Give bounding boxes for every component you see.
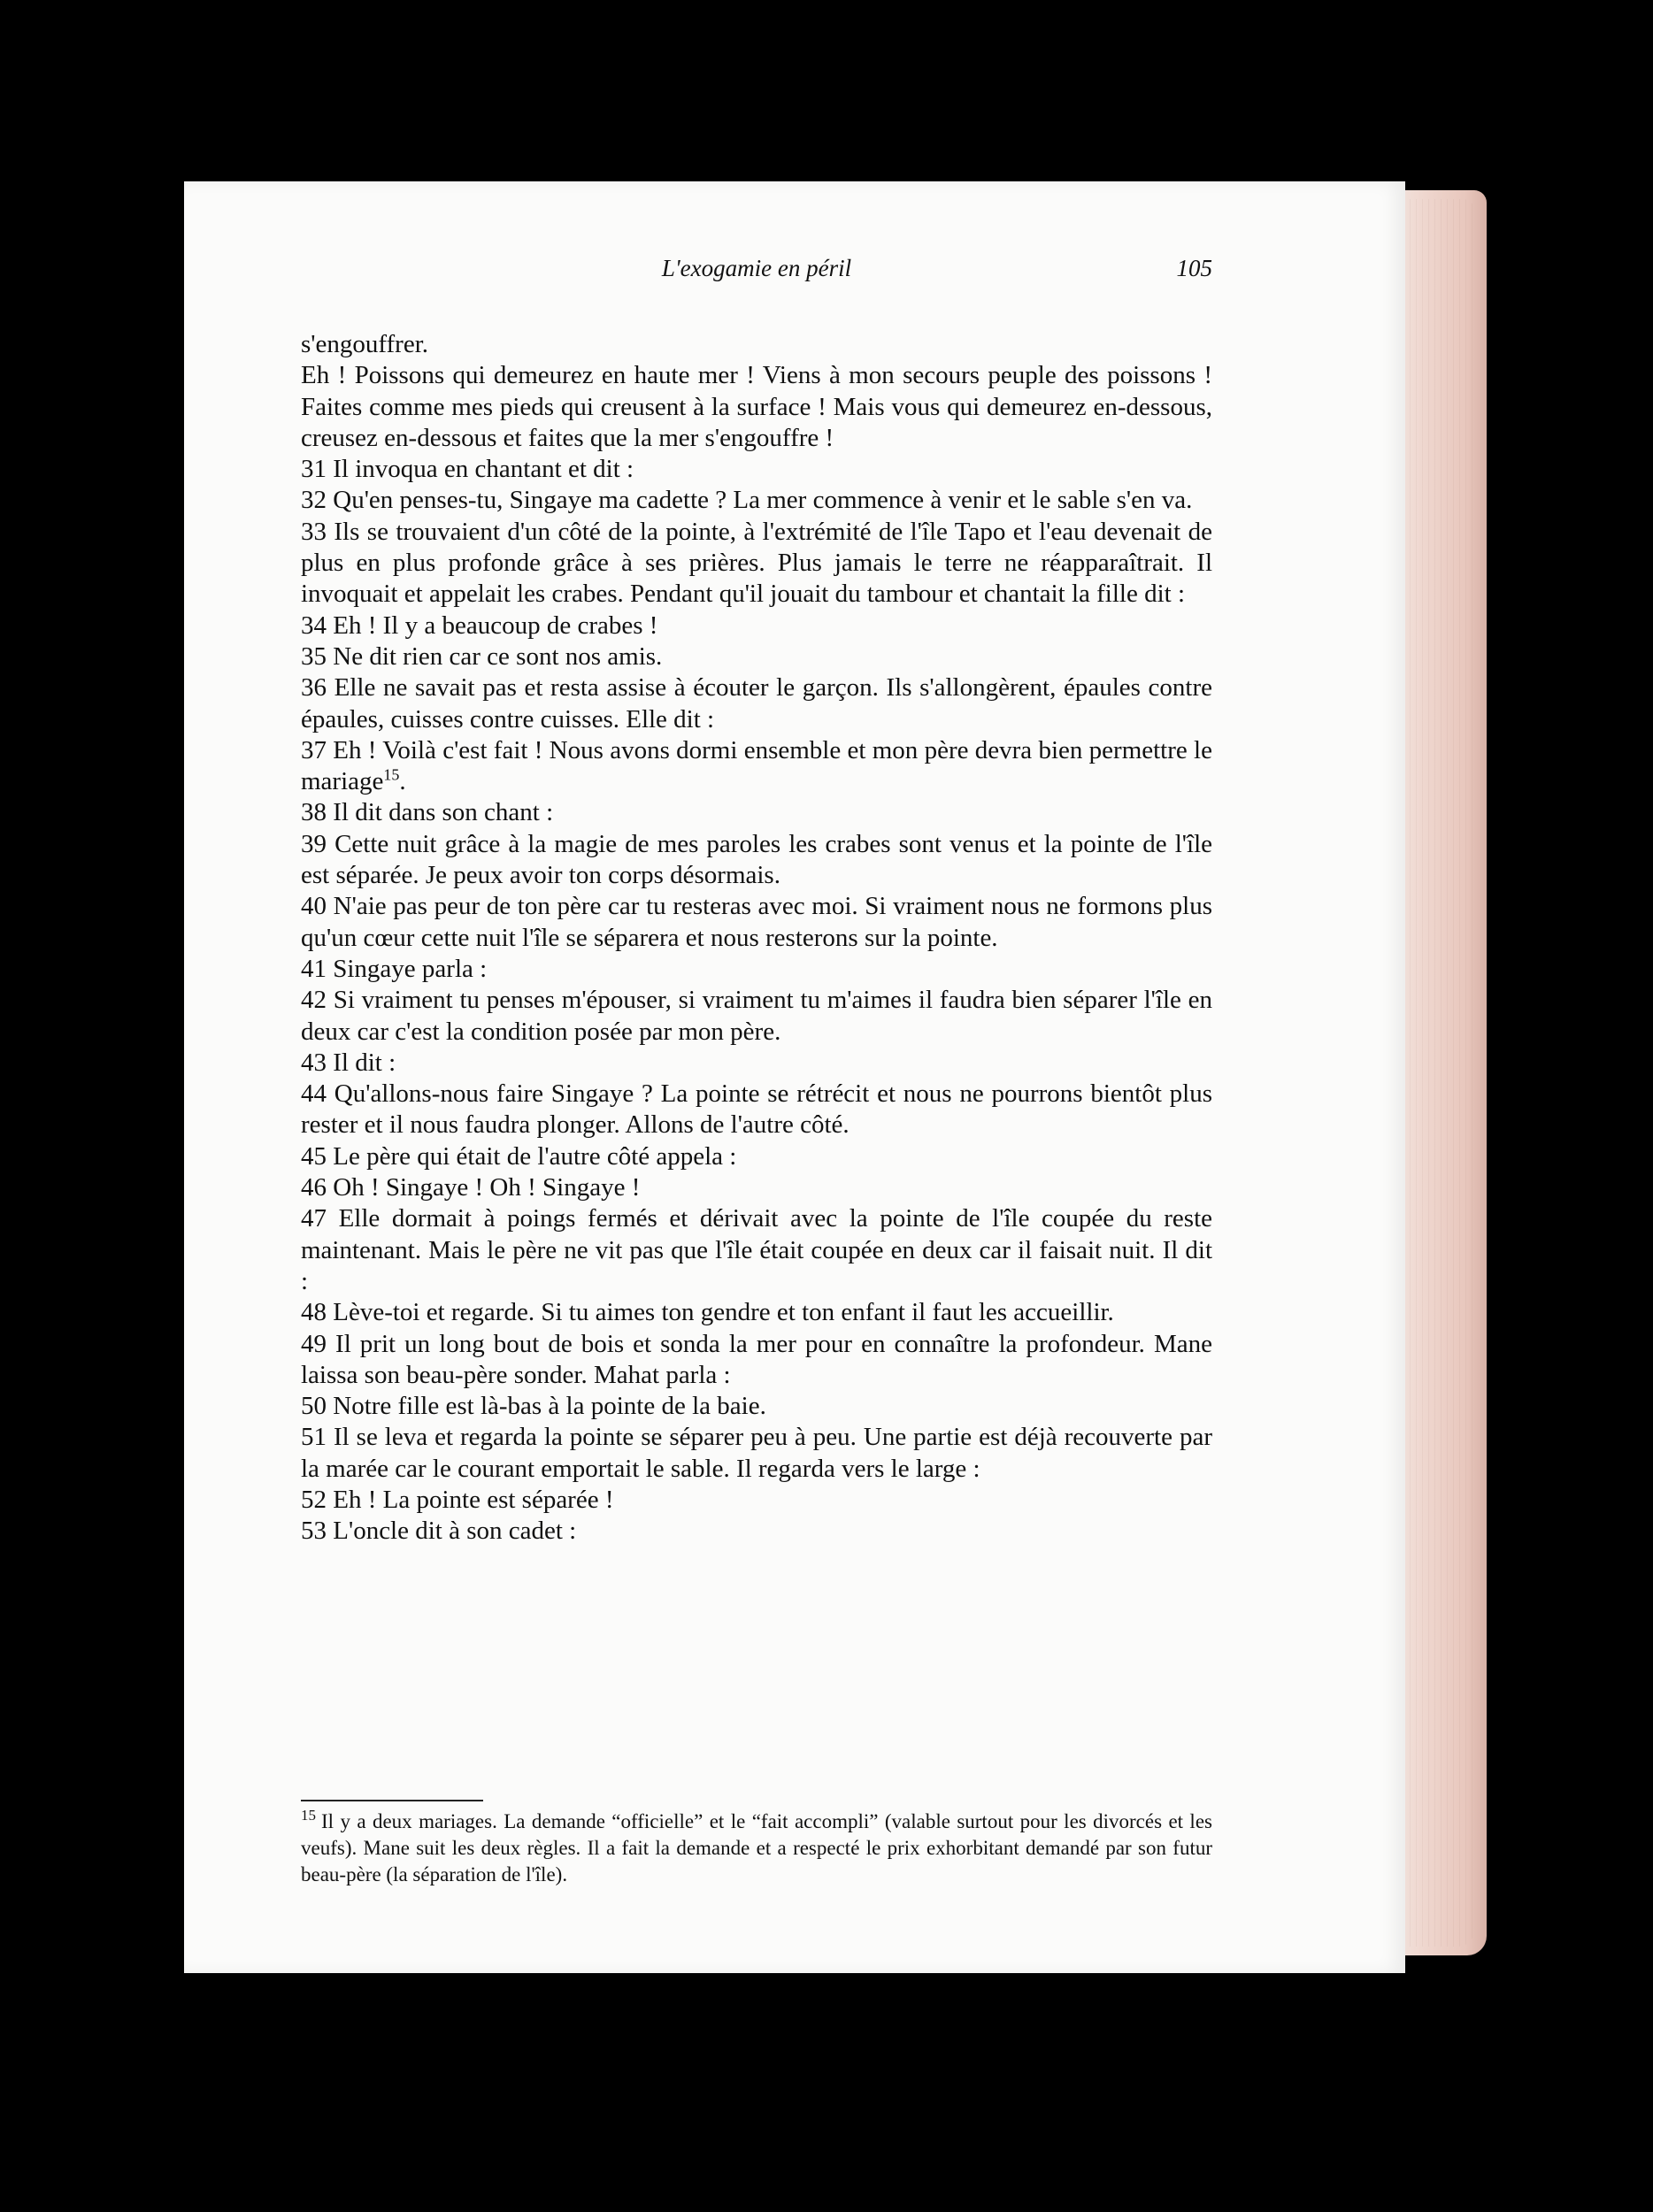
paragraph: 50 Notre fille est là-bas à la pointe de la baie. [301, 1392, 766, 1421]
paragraph: 43 Il dit : [301, 1048, 396, 1077]
paragraph: 34 Eh ! Il y a beaucoup de crabes ! [301, 611, 658, 640]
footnote-reference: 15 [383, 765, 400, 784]
paragraph: 52 Eh ! La pointe est séparée ! [301, 1485, 614, 1514]
paragraph: 42 Si vraiment tu penses m'épouser, si vraiment tu m'aimes il faudra bien séparer l'île en deux car c'est la condition posée par mon père. [301, 986, 1212, 1046]
paragraph-with-footnote: 37 Eh ! Voilà c'est fait ! Nous avons dormi ensemble et mon père devra bien permettre le mariage$^{15}$. [301, 735, 1212, 796]
paragraph: 45 Le père qui était de l'autre côté appela : [301, 1141, 737, 1171]
paragraph: 36 Elle ne savait pas et resta assise à écouter le garçon. Ils s'allongèrent, épaules contre épaules, cuisses contre cuisses. Elle dit : [301, 673, 1212, 733]
paragraph: 35 Ne dit rien car ce sont nos amis. [301, 641, 663, 671]
paragraph: 32 Qu'en penses-tu, Singaye ma cadette ? La mer commence à venir et le sable s'en va. [301, 486, 1193, 515]
footnote-text: Il y a deux mariages. La demande “officielle” et le “fait accompli” (valable surtout pour les divorcés et les veufs). Mane suit les deux règles. Il a fait la demande et a respecté le prix exhorbitant demandé par son futur beau-père (la séparation de l'île). [301, 1810, 1212, 1886]
paragraph: 44 Qu'allons-nous faire Singaye ? La pointe se rétrécit et nous ne pourrons bientôt plus rester et il nous faudra plonger. Allons de l'autre côté. [301, 1079, 1212, 1140]
main-text [301, 329, 1212, 1548]
paragraph: 40 N'aie pas peur de ton père car tu resteras avec moi. Si vraiment nous ne formons plus qu'un cœur cette nuit l'île se séparera et nous resterons sur la pointe. [301, 892, 1212, 952]
paragraph: 41 Singaye parla : [301, 954, 488, 983]
paragraph: 53 L'oncle dit à son cadet : [301, 1517, 577, 1546]
page-number: 105 [1176, 255, 1212, 281]
paragraph: 31 Il invoqua en chantant et dit : [301, 455, 634, 484]
paragraph: 48 Lève-toi et regarde. Si tu aimes ton gendre et ton enfant il faut les accueillir. [301, 1298, 1114, 1327]
paragraph: 49 Il prit un long bout de bois et sonda la mer pour en connaître la profondeur. Mane laissa son beau-père sonder. Mahat parla : [301, 1329, 1212, 1389]
running-header [301, 255, 1212, 290]
footnote [301, 1809, 1212, 1888]
footnote-divider [301, 1800, 483, 1801]
footnote-number: 15 [301, 1807, 316, 1824]
paragraph: 38 Il dit dans son chant : [301, 798, 554, 827]
paragraph: 39 Cette nuit grâce à la magie de mes paroles les crabes sont venus et la pointe de l'île est séparée. Je peux avoir ton corps désormais. [301, 829, 1212, 890]
paragraph: Eh ! Poissons qui demeurez en haute mer ! Viens à mon secours peuple des poissons ! Faites comme mes pieds qui creusent à la surface ! Mais vous qui demeurez en-dessous, creusez en-dessous et faites que la mer s'engouffre ! [301, 361, 1212, 452]
running-title: L'exogamie en péril [661, 255, 852, 281]
paragraph: 47 Elle dormait à poings fermés et dérivait avec la pointe de l'île coupée du reste maintenant. Mais le père ne vit pas que l'île était coupée en deux car il faisait nuit. Il dit : [301, 1204, 1212, 1295]
paragraph-text: 37 Eh ! Voilà c'est fait ! Nous avons dormi ensemble et mon père devra bien permettre le mariage [301, 735, 1212, 796]
paragraph: 51 Il se leva et regarda la pointe se séparer peu à peu. Une partie est déjà recouverte par la marée car le courant emportait le sable. Il regarda vers le large : [301, 1423, 1212, 1483]
paragraph: 33 Ils se trouvaient d'un côté de la pointe, à l'extrémité de l'île Tapo et l'eau devenait de plus en plus profonde grâce à ses prières. Plus jamais le terre ne réapparaîtrait. Il invoquait et appelait les crabes. Pendant qu'il jouait du tambour et chantait la fille dit : [301, 517, 1212, 609]
paragraph: s'engouffrer. [301, 330, 429, 358]
paragraph: 46 Oh ! Singaye ! Oh ! Singaye ! [301, 1173, 641, 1202]
